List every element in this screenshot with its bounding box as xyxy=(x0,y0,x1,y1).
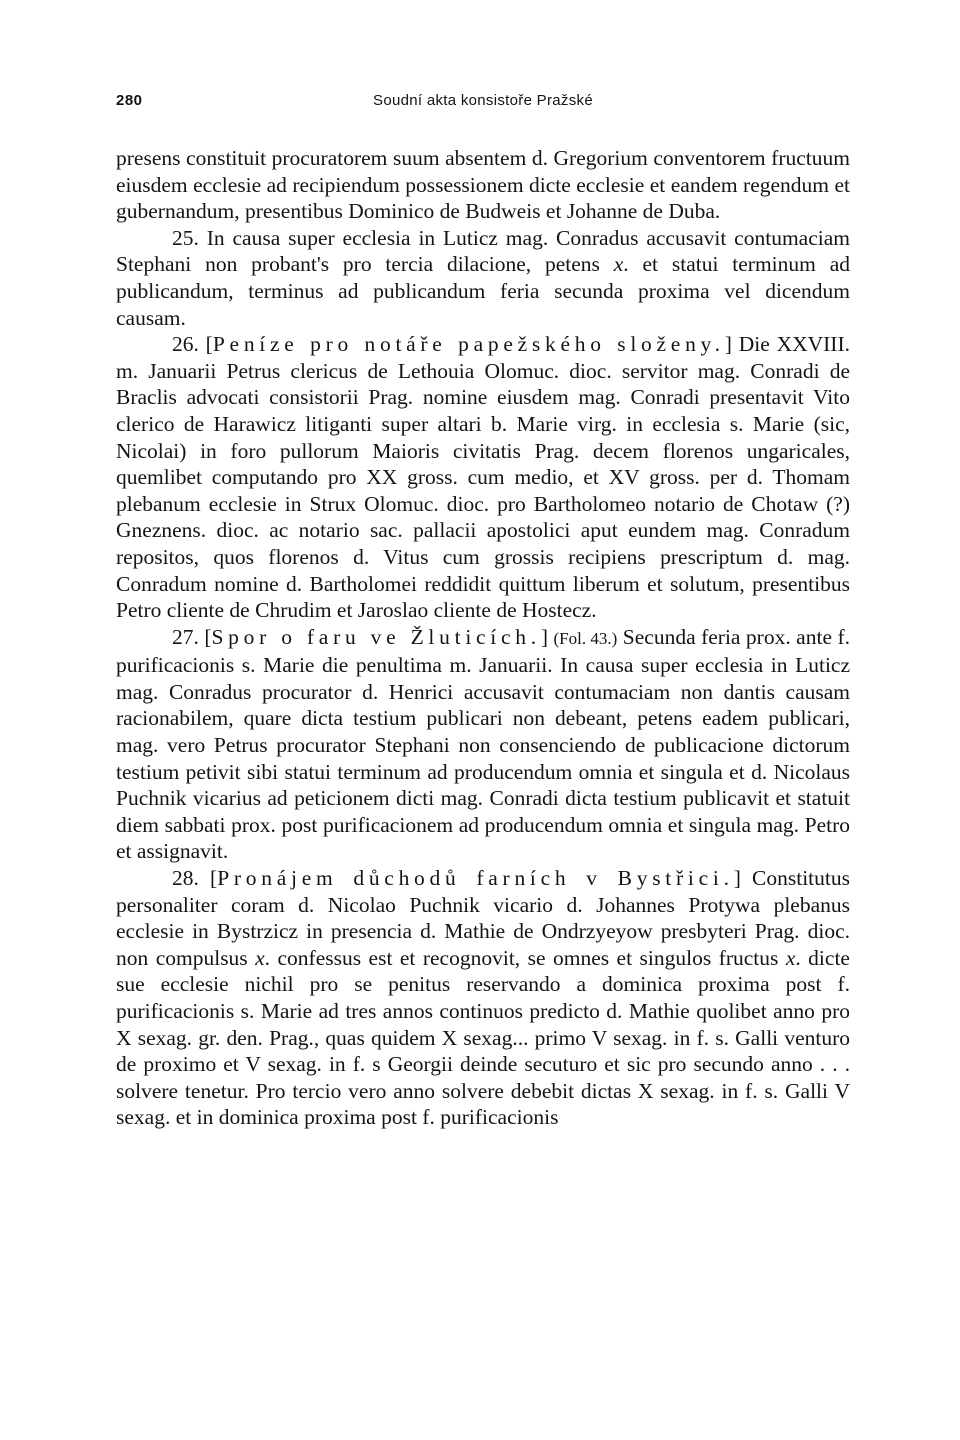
text-run: . et statui terminum ad publicandum, terminus ad publicandum feria secunda proxima vel dicendum causam. xyxy=(116,252,850,330)
body-text xyxy=(116,145,850,1131)
italic-variable: x xyxy=(255,945,265,970)
page-header xyxy=(116,92,850,116)
section-heading-spaced: Spor o faru ve Žluticích. xyxy=(211,624,541,649)
paragraph-p25 xyxy=(116,225,850,331)
paragraph-p26 xyxy=(116,331,850,624)
text-run: 27. [ xyxy=(172,624,212,649)
paragraph-p27 xyxy=(116,624,850,865)
text-run: ] Constitutus personaliter coram d. Nicolao Puchnik vicario d. Johannes Protywa plebanus ecclesie in Bystrzicz in presencia d. Mathie de Ondrzyeyow presbyteri Prag. dioc. non compulsus xyxy=(116,866,850,970)
italic-variable: x xyxy=(613,252,624,277)
section-heading-spaced: Pronájem důchodů farních v Bystřici. xyxy=(217,866,734,891)
text-run: ] xyxy=(540,624,554,649)
text-run: 25. In causa super ecclesia in Luticz mag. Conradus accusavit contumaciam Stephani non probant's pro tercia dilacione, petens xyxy=(116,225,850,277)
paragraph-p24-end xyxy=(116,145,850,225)
text-run: . dicte sue ecclesie nichil pro se penitus reservando a dominica proxima post f. purificacionis s. Marie ad tres annos continuos predicto d. Mathie quolibet anno pro X sexag. gr. den. Prag., quas quidem X sexag... primo V sexag. in f. s. Galli venturo de proximo et V sexag. in f. s Georgii deinde secuturo et sic pro secundo anno . . . solvere tenetur. Pro tercio vero anno solvere debebit dictas X sexag. in f. s. Galli V sexag. et in dominica proxima post f. purificacionis xyxy=(116,945,850,1130)
text-run: 26. [ xyxy=(172,332,213,357)
text-run: 28. [ xyxy=(172,866,218,891)
text-run: . confessus est et recognovit, se omnes et singulos fructus xyxy=(264,945,786,970)
section-heading-spaced: Peníze pro notáře papežského složeny. xyxy=(212,332,725,357)
paragraph-p28 xyxy=(116,865,850,1131)
italic-variable: x xyxy=(785,945,796,970)
text-run: presens constituit procuratorem suum absentem d. Gregorium conventorem fructuum eiusdem ecclesie ad recipiendum possessionem dicte ecclesie et eandem regendum et gubernandum, presentibus Dominico de Budweis et Johanne de Duba. xyxy=(116,146,850,224)
text-run: Secunda feria prox. ante f. purificacionis s. Marie die penultima m. Januarii. In causa super ecclesia in Luticz mag. Conradus procurator d. Henrici accusavit contumaciam non dantis causam racionabilem, quare dicta testium publicari non debeant, petens eadem publicari, mag. vero Petrus procurator Stephani non consenciendo de publicacione dictorum testium petivit sibi statui terminum ad producendum omnia et singula et d. Nicolaus Puchnik vicarius ad peticionem dicti mag. Conradi dicta testium publicavit et statuit diem sabbati prox. post purificacionem ad producendum omnia et singula mag. Petro et assignavit. xyxy=(116,624,850,864)
running-title: Soudní akta konsistoře Pražské xyxy=(373,92,593,109)
folio-reference: (Fol. 43.) xyxy=(553,628,618,648)
page-number: 280 xyxy=(116,92,143,109)
text-run: ] Die XXVIII. m. Januarii Petrus clericus de Lethouia Olomuc. dioc. servitor mag. Conradi de Braclis advocati consistorii Prag. nomine eiusdem mag. Conradi presentavit Vito clerico de Harawicz litiganti super altari b. Marie virg. in ecclesia s. Marie (sic, Nicolai) in foro pullorum Maioris civitatis Prag. decem florenos ungaricales, quemlibet computando pro XX gross. cum medio, et XV gross. per d. Thomam plebanum ecclesie in Strux Olomuc. dioc. pro Bartholomeo notario de Chotaw (?) Gneznens. dioc. ac notario sac. pallacii apostolici aput eundem mag. Conradum repositos, quos florenos d. Vitus cum grossis recipiens prescriptum d. mag. Conradum nomine d. Bartholomei reddidit quittum liberum et solutum, presentibus Petro cliente de Chrudim et Jaroslao cliente de Hostecz. xyxy=(116,332,851,623)
